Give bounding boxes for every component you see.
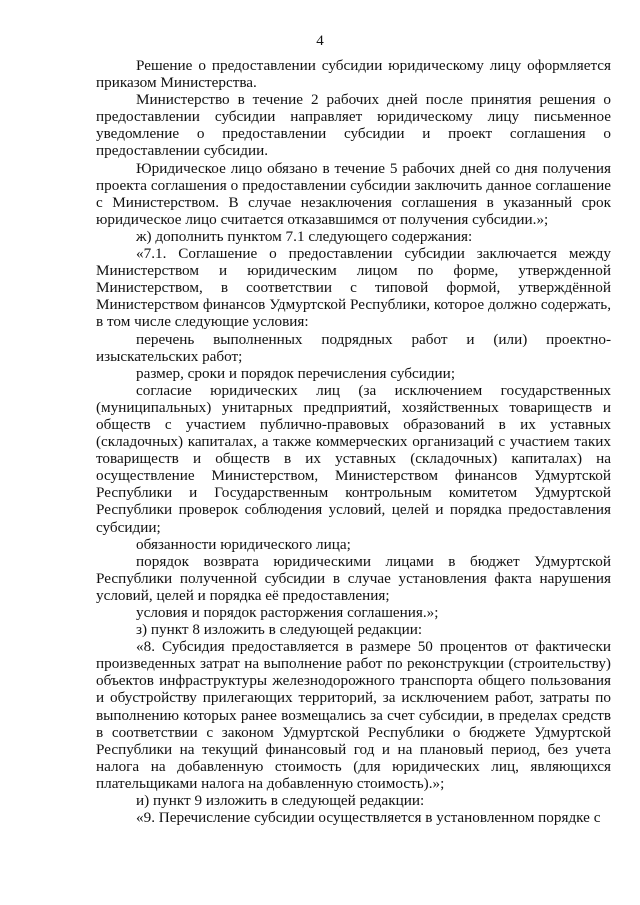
document-body <box>96 57 611 826</box>
paragraph: Министерство в течение 2 рабочих дней после принятия решения о предоставлении субсидии направляет юридическому лицу письменное уведомление о предоставлении субсидии и проект соглашения о предоставлении субсидии. <box>96 91 611 160</box>
page-number: 4 <box>316 33 324 49</box>
paragraph: Юридическое лицо обязано в течение 5 рабочих дней со дня получения проекта соглашения о предоставлении субсидии заключить данное соглашение с Министерством. В случае незаключения соглашения в указанный срок юридическое лицо считается отказавшимся от получения субсидии.»; <box>96 159 611 228</box>
paragraph: ж) дополнить пунктом 7.1 следующего содержания: <box>136 227 473 245</box>
paragraph: и) пункт 9 изложить в следующей редакции: <box>136 792 425 810</box>
paragraph: з) пункт 8 изложить в следующей редакции: <box>136 621 423 639</box>
paragraph: порядок возврата юридическими лицами в бюджет Удмуртской Республики полученной субсидии в случае установления факта нарушения условий, целей и порядка её предоставления; <box>96 552 611 604</box>
paragraph: «7.1. Соглашение о предоставлении субсидии заключается между Министерством и юридическим лицом по форме, утвержденной Министерством, в соответствии с типовой формой, утверждённой Министерством финансов Удмуртской Республики, которое должно содержать, в том числе следующие условия: <box>96 245 611 331</box>
paragraph: перечень выполненных подрядных работ и (или) проектно-изыскательских работ; <box>96 330 611 365</box>
paragraph: согласие юридических лиц (за исключением государственных (муниципальных) унитарных предприятий, хозяйственных товариществ и обществ с участием публично-правовых образований в их уставных (складочных) капиталах, а также коммерческих организаций с участием таких товариществ и обществ в их уставных (складочных) капиталах) на осуществление Министерством, Министерством финансов Удмуртской Республики и Государственным контрольным комитетом Удмуртской Республики проверок соблюдения условий, целей и порядка предоставления субсидии; <box>96 381 611 536</box>
paragraph: «9. Перечисление субсидии осуществляется в установленном порядке с <box>136 809 601 827</box>
paragraph: Решение о предоставлении субсидии юридическому лицу оформляется приказом Министерства. <box>96 57 611 92</box>
paragraph: размер, сроки и порядок перечисления субсидии; <box>136 364 456 382</box>
paragraph: «8. Субсидия предоставляется в размере 50 процентов от фактически произведенных затрат на выполнение работ по реконструкции (строительству) объектов инфраструктуры железнодорожного транспорта общего пользования и обустройству прилегающих территорий, за исключением работ, затраты по выполнению которых ранее возмещались за счет субсидии, в пределах средств в соответствии с законом Удмуртской Республики о бюджете Удмуртской Республики на текущий финансовый год и на плановый период, без учета налога на добавленную стоимость (для юридических лиц, являющихся плательщиками налога на добавленную стоимость).»; <box>96 638 611 792</box>
paragraph: условия и порядок расторжения соглашения.»; <box>136 604 439 621</box>
paragraph: обязанности юридического лица; <box>136 535 351 553</box>
